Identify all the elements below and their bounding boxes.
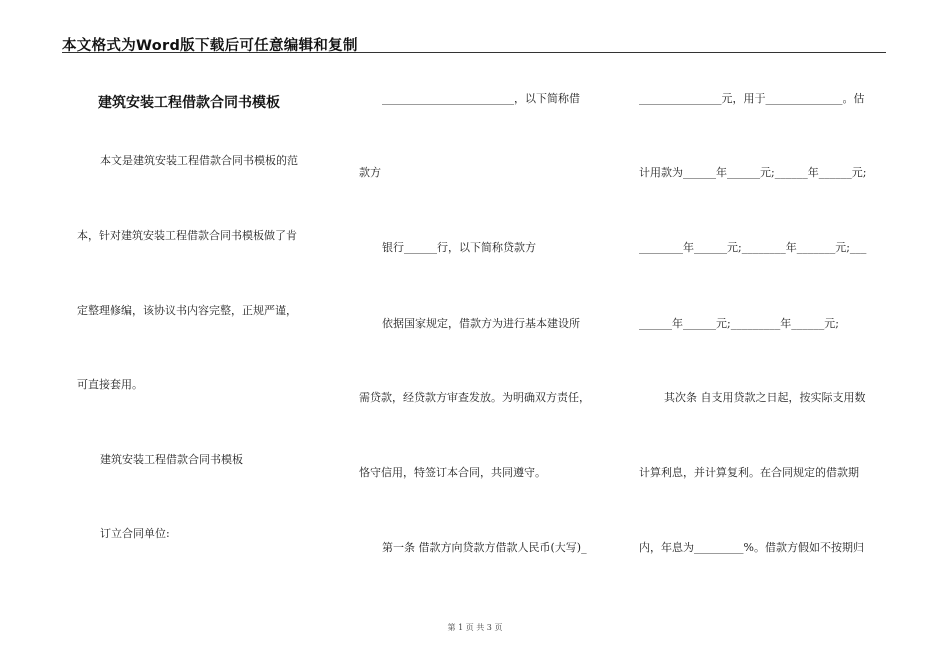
- column3-line: 计用款为______年______元;______年______元;: [639, 166, 867, 179]
- column3-line: 计算利息，并计算复利。在合同规定的借款期: [639, 466, 859, 479]
- column1-line: 订立合同单位:: [100, 527, 170, 540]
- column1-line: 本，针对建筑安装工程借款合同书模板做了肯: [77, 229, 297, 242]
- column3-line: 内，年息为_________%。借款方假如不按期归: [639, 541, 864, 554]
- document-header-title: 本文格式为Word版下载后可任意编辑和复制: [62, 38, 358, 54]
- column3-line: 其次条 自支用贷款之日起，按实际支用数: [664, 391, 866, 404]
- column3-line: _______________元，用于______________。估: [639, 92, 865, 105]
- column1-line: 可直接套用。: [77, 378, 143, 391]
- page-number: 第 1 页 共 3 页: [447, 623, 503, 632]
- column2-line: 恪守信用，特签订本合同，共同遵守。: [359, 466, 546, 479]
- document-title: 建筑安装工程借款合同书模板: [98, 95, 280, 111]
- column1-line: 本文是建筑安装工程借款合同书模板的范: [100, 154, 298, 167]
- column2-line: 款方: [359, 166, 381, 179]
- column1-line: 建筑安装工程借款合同书模板: [100, 453, 243, 466]
- column1-line: 定整理修编，该协议书内容完整，正规严谨，: [77, 304, 297, 317]
- column2-line: 银行______行，以下简称贷款方: [382, 241, 536, 254]
- column3-line: ______年______元;_________年______元;: [639, 317, 839, 330]
- column2-line: ________________________，以下简称借: [382, 92, 580, 105]
- header-divider: [62, 52, 886, 53]
- column3-line: ________年______元;________年_______元;___: [639, 241, 867, 254]
- column2-line: 依据国家规定，借款方为进行基本建设所: [382, 317, 580, 330]
- column2-line: 第一条 借款方向贷款方借款人民币(大写)_: [382, 541, 587, 554]
- column2-line: 需贷款，经贷款方审查发放。为明确双方责任，: [359, 391, 590, 404]
